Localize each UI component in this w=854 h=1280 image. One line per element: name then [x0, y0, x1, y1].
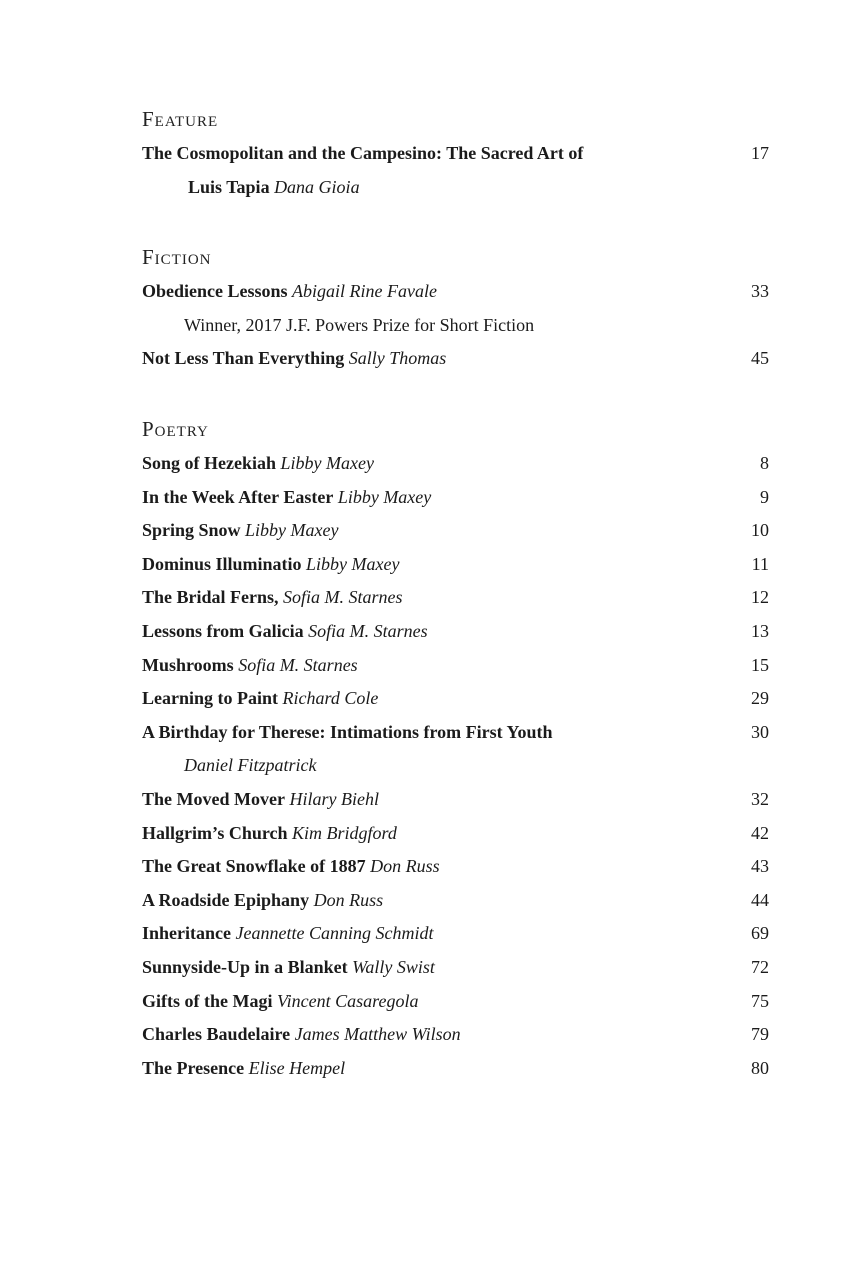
entry-title: A Roadside Epiphany	[142, 889, 310, 910]
entry-author: Libby Maxey	[280, 453, 374, 473]
entry-page-number: 9	[760, 486, 769, 507]
toc-entry	[142, 716, 769, 783]
entry-page-number: 33	[751, 281, 769, 301]
entry-title-continued: Luis Tapia	[188, 176, 270, 197]
entry-author: Vincent Casaregola	[276, 990, 419, 1011]
entry-title: Hallgrim’s Church	[142, 822, 288, 843]
entry-title: Song of Hezekiah	[142, 453, 277, 473]
toc-entry	[142, 615, 769, 649]
entry-page-number: 44	[751, 889, 769, 910]
entry-author: Kim Bridgford	[292, 822, 397, 843]
toc-entry	[142, 1018, 769, 1052]
toc-entry	[142, 985, 769, 1019]
entry-page-number: 8	[760, 453, 769, 473]
toc-entry	[142, 447, 769, 481]
entry-author: Libby Maxey	[245, 520, 339, 541]
entry-title: The Cosmopolitan and the Campesino: The Sacred Art of	[142, 143, 584, 163]
entry-author: Dana Gioia	[274, 176, 360, 197]
entry-author: Sofia M. Starnes	[283, 587, 403, 608]
entry-author: James Matthew Wilson	[294, 1024, 461, 1045]
entry-title: The Bridal Ferns,	[142, 587, 279, 608]
toc-entry	[142, 884, 769, 918]
entry-title: The Great Snowflake of 1887	[142, 856, 366, 877]
entry-author: Libby Maxey	[306, 553, 400, 574]
entry-title: The Moved Mover	[142, 788, 285, 809]
entry-page-number: 17	[751, 143, 769, 163]
entry-note: Winner, 2017 J.F. Powers Prize for Short Fiction	[184, 314, 535, 335]
entry-author: Sofia M. Starnes	[238, 654, 358, 675]
entry-page-number: 30	[751, 721, 769, 742]
entry-page-number: 42	[751, 822, 769, 843]
entry-title: Lessons from Galicia	[142, 620, 304, 641]
entry-page-number: 10	[751, 520, 769, 541]
entry-title: Charles Baudelaire	[142, 1024, 291, 1045]
toc-entry	[142, 548, 769, 582]
entry-author: Sally Thomas	[348, 348, 447, 369]
section-heading-fiction: Fiction	[142, 245, 212, 269]
entry-author: Jeannette Canning Schmidt	[235, 923, 434, 944]
entry-author: Don Russ	[313, 889, 384, 910]
entry-title: Inheritance	[142, 923, 231, 944]
entry-author: Libby Maxey	[337, 486, 432, 507]
toc-entry	[142, 951, 769, 985]
entry-author: Sofia M. Starnes	[308, 620, 428, 641]
entry-title: Sunnyside-Up in a Blanket	[142, 956, 348, 977]
entry-page-number: 43	[751, 856, 769, 877]
entry-page-number: 11	[751, 553, 769, 574]
entry-title: The Presence	[142, 1057, 245, 1078]
entry-title: Obedience Lessons	[142, 281, 288, 301]
toc-entry	[142, 342, 769, 376]
entry-page-number: 15	[751, 654, 769, 675]
entry-page-number: 29	[751, 688, 769, 709]
section-poetry	[142, 415, 769, 1085]
section-fiction	[142, 243, 769, 376]
toc-entry	[142, 783, 769, 817]
toc-entry	[142, 1052, 769, 1086]
entry-author: Richard Cole	[282, 688, 379, 709]
entry-title: Gifts of the Magi	[142, 990, 273, 1011]
entry-page-number: 72	[751, 956, 769, 977]
entry-author: Wally Swist	[352, 956, 435, 977]
entry-title: Not Less Than Everything	[142, 348, 345, 369]
entry-page-number: 12	[751, 587, 769, 608]
entry-page-number: 69	[751, 923, 769, 944]
entry-title: Mushrooms	[142, 654, 234, 675]
toc-entry	[142, 649, 769, 683]
toc-entry	[142, 275, 769, 342]
toc-entry	[142, 682, 769, 716]
section-heading-poetry: Poetry	[142, 417, 209, 441]
entry-title: Learning to Paint	[142, 688, 279, 709]
entry-page-number: 13	[751, 620, 769, 641]
section-feature	[142, 105, 769, 204]
entry-page-number: 80	[751, 1057, 769, 1078]
entry-author: Abigail Rine Favale	[292, 281, 437, 301]
entry-title: A Birthday for Therese: Intimations from First Youth	[142, 721, 553, 742]
entry-author: Hilary Biehl	[289, 788, 379, 809]
toc-entry	[142, 581, 769, 615]
entry-page-number: 32	[751, 788, 769, 809]
toc-entry	[142, 817, 769, 851]
toc-entry	[142, 514, 769, 548]
toc-entry	[142, 917, 769, 951]
entry-title: Dominus Illuminatio	[142, 553, 302, 574]
entry-title: Spring Snow	[142, 520, 241, 541]
entry-page-number: 45	[751, 348, 769, 369]
toc-entry	[142, 481, 769, 515]
toc-entry	[142, 850, 769, 884]
section-heading-feature: Feature	[142, 107, 219, 131]
entry-title: In the Week After Easter	[142, 486, 334, 507]
entry-page-number: 75	[751, 990, 769, 1011]
entry-author: Don Russ	[370, 856, 440, 877]
toc-entry	[142, 137, 769, 204]
entry-page-number: 79	[751, 1024, 769, 1045]
entry-author: Daniel Fitzpatrick	[184, 755, 317, 776]
entry-author: Elise Hempel	[248, 1057, 346, 1078]
